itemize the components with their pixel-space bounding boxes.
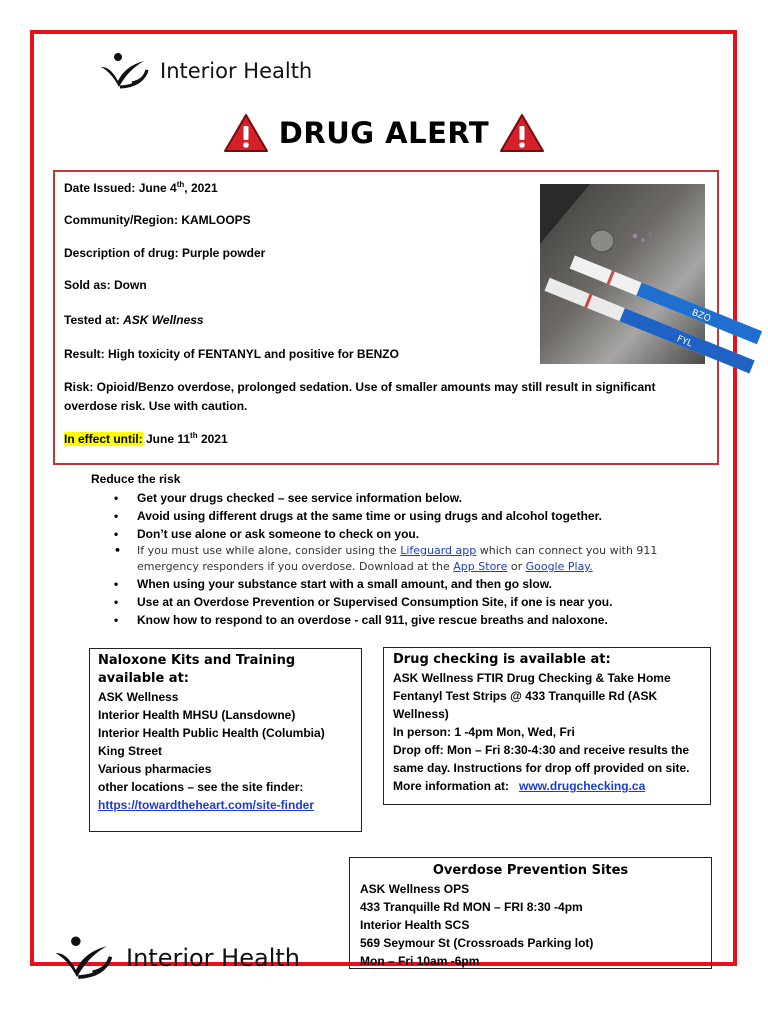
interior-health-logo-bottom — [52, 935, 300, 981]
list-item: 569 Seymour St (Crossroads Parking lot) — [360, 936, 594, 950]
list-item: Fentanyl Test Strips @ 433 Tranquille Rd (ASK — [393, 689, 658, 703]
svg-text:BZO: BZO — [690, 307, 712, 325]
date-issued: Date Issued: June 4th, 2021 — [64, 180, 218, 195]
brand-name: Interior Health — [160, 59, 313, 83]
tested-at: Tested at: ASK Wellness — [64, 313, 204, 327]
list-item: • Get your drugs checked – see service information below. — [111, 489, 657, 507]
list-item: Interior Health MHSU (Lansdowne) — [98, 708, 296, 722]
reduce-risk-title: Reduce the risk — [91, 472, 181, 486]
list-item: Interior Health Public Health (Columbia) — [98, 726, 325, 740]
list-item: same day. Instructions for drop off provided on site. — [393, 761, 690, 775]
site-finder-link[interactable]: https://towardtheheart.com/site-finder — [98, 798, 315, 812]
list-item: Drop off: Mon – Fri 8:30-4:30 and receive results the — [393, 743, 690, 757]
interior-health-person-icon — [98, 52, 150, 90]
alert-title-row — [0, 112, 768, 154]
list-item: Wellness) — [393, 707, 449, 721]
page-title: DRUG ALERT — [278, 116, 490, 150]
brand-name: Interior Health — [126, 944, 300, 972]
list-item: King Street — [98, 744, 163, 758]
warning-triangle-icon — [499, 112, 545, 154]
alert-details-box — [53, 170, 719, 465]
reduce-risk-section — [91, 472, 657, 629]
sold-as: Sold as: Down — [64, 278, 147, 292]
community-region: Community/Region: KAMLOOPS — [64, 213, 251, 227]
ops-heading: Overdose Prevention Sites — [432, 863, 629, 878]
list-item: 433 Tranquille Rd MON – FRI 8:30 -4pm — [360, 900, 583, 914]
drug-description: Description of drug: Purple powder — [64, 246, 266, 260]
drug-checking-box — [383, 647, 711, 805]
more-info: More information at: www.drugchecking.ca — [393, 779, 646, 793]
svg-text:FYL: FYL — [675, 334, 694, 350]
interior-health-logo-top — [98, 52, 312, 90]
interior-health-person-icon — [52, 935, 114, 981]
list-item: • Know how to respond to an overdose - call 911, give rescue breaths and naloxone. — [111, 611, 657, 629]
list-item: other locations – see the site finder: — [98, 780, 304, 794]
list-item: ASK Wellness OPS — [360, 882, 470, 896]
risk: Risk: Opioid/Benzo overdose, prolonged sedation. Use of smaller amounts may still result in significant overdose risk. Use with caution. — [64, 380, 656, 413]
list-item: Interior Health SCS — [360, 918, 470, 932]
list-item: • Avoid using different drugs at the same time or using drugs and alcohol together. — [111, 507, 657, 525]
naloxone-heading-2: available at: — [98, 671, 189, 686]
lifeguard-app-link[interactable]: Lifeguard app — [400, 544, 477, 557]
effect-until: In effect until: June 11th 2021 — [64, 431, 228, 446]
naloxone-heading: Naloxone Kits and Training — [98, 653, 296, 668]
list-item: • Don’t use alone or ask someone to check on you. — [111, 525, 657, 543]
effect-label-highlight: In effect until: — [64, 432, 143, 446]
warning-triangle-icon — [223, 112, 269, 154]
result: Result: High toxicity of FENTANYL and positive for BENZO — [64, 347, 399, 361]
list-item: ASK Wellness — [98, 690, 179, 704]
list-item: • Use at an Overdose Prevention or Supervised Consumption Site, if one is near you. — [111, 593, 657, 611]
overdose-prevention-box — [349, 857, 712, 969]
drug-test-photo — [540, 184, 712, 364]
drugchecking-link[interactable]: www.drugchecking.ca — [519, 779, 646, 793]
list-item: Mon – Fri 10am -6pm — [360, 954, 480, 968]
list-item: ASK Wellness FTIR Drug Checking & Take Home — [393, 671, 671, 685]
list-item: • When using your substance start with a small amount, and then go slow. — [111, 575, 657, 593]
drug-checking-heading: Drug checking is available at: — [393, 652, 611, 667]
app-store-link[interactable]: App Store — [453, 560, 508, 573]
list-item: • If you must use while alone, consider using the Lifeguard app which can connect you with 911 emergency responders if you overdose. Download at the App Store or Google Play. — [111, 543, 657, 575]
google-play-link[interactable]: Google Play. — [525, 560, 593, 573]
naloxone-info-box — [89, 648, 362, 832]
list-item: In person: 1 -4pm Mon, Wed, Fri — [393, 725, 575, 739]
list-item: Various pharmacies — [98, 762, 212, 776]
